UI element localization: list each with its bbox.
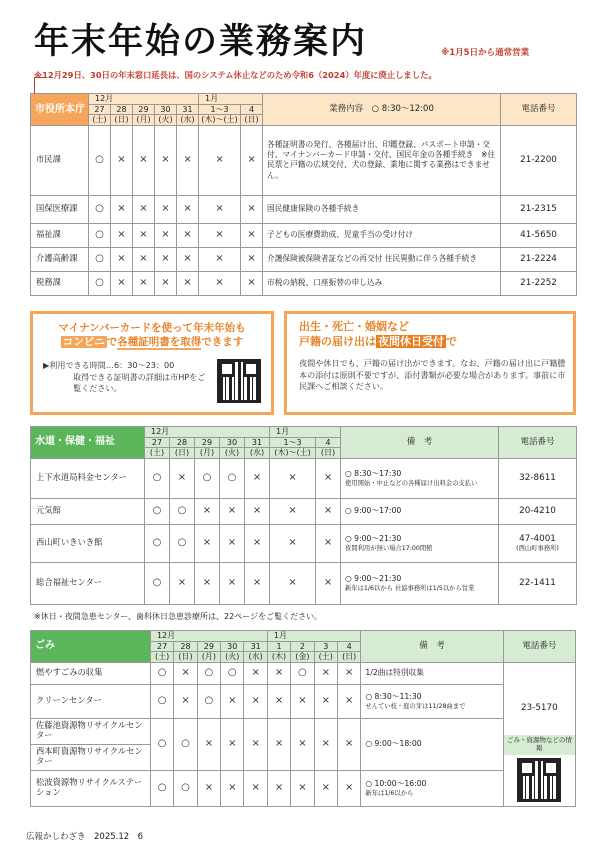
availability-mark: × [195, 562, 220, 604]
column-header-note: 備 考 [361, 631, 503, 663]
availability-mark: × [241, 195, 263, 223]
day-weekday: (土) [315, 651, 337, 662]
phone-number: 20-4210 [519, 506, 556, 516]
footer: 広報かしわざき 2025.12 6 [26, 832, 144, 842]
title-particle: で [106, 336, 118, 349]
availability-mark: × [133, 271, 155, 295]
availability-mark: × [245, 458, 270, 498]
availability-mark: × [195, 498, 220, 524]
availability-mark: × [133, 247, 155, 271]
table-row [31, 271, 577, 295]
availability-mark: × [174, 684, 197, 718]
table-row [31, 223, 577, 247]
note-cell [361, 662, 503, 684]
day-weekday: (土) [89, 114, 110, 125]
availability-mark: × [316, 458, 341, 498]
availability-mark: × [245, 524, 270, 562]
day-header [220, 437, 245, 458]
availability-mark: ○ [197, 662, 220, 684]
table-row [31, 524, 577, 562]
day-number: 29 [201, 437, 213, 447]
availability-mark: × [111, 271, 133, 295]
facility-name: 西山町いきいき館 [31, 524, 145, 562]
availability-mark: × [199, 195, 241, 223]
day-number: 2 [299, 641, 305, 651]
day-header [314, 641, 337, 662]
availability-mark: × [177, 125, 199, 195]
box-left-title [33, 321, 271, 349]
day-weekday: (日) [111, 114, 132, 125]
availability-mark: × [221, 718, 244, 770]
availability-mark: ○ [89, 125, 111, 195]
day-number: 28 [180, 641, 191, 651]
table-row [31, 195, 577, 223]
day-number: 1 [276, 641, 282, 651]
availability-mark: × [337, 718, 360, 770]
availability-mark: ○ [150, 662, 173, 684]
availability-mark: × [170, 458, 195, 498]
availability-mark: × [197, 770, 220, 806]
service-description: 子どもの医療費助成、児童手当の受け付け [263, 223, 501, 247]
note-cell [341, 498, 499, 524]
availability-mark: × [314, 684, 337, 718]
phone-number: 47-4001 [519, 534, 556, 545]
day-weekday: (日) [241, 114, 262, 125]
day-number: 29 [203, 641, 214, 651]
availability-mark: × [155, 195, 177, 223]
day-number: 31 [182, 104, 193, 114]
availability-mark: × [177, 247, 199, 271]
facility-name: 総合福祉センター [31, 562, 145, 604]
phone-number: 32-8611 [519, 473, 556, 483]
phone-number: 21-2200 [501, 125, 577, 195]
availability-mark: ○ [145, 562, 170, 604]
facility-name: 佐藤池資源物リサイクルセンター [31, 718, 151, 744]
facility-name: クリーンセンター [31, 684, 151, 718]
availability-mark: × [316, 498, 341, 524]
month-dec: 12月 [150, 631, 267, 642]
availability-mark: ○ [89, 271, 111, 295]
day-header [316, 437, 341, 458]
day-number: 1〜3 [283, 437, 302, 447]
note-cell [341, 524, 499, 562]
day-number: 4 [346, 641, 352, 651]
availability-mark: × [291, 770, 314, 806]
convenience-store-box [30, 311, 274, 415]
availability-mark: × [316, 562, 341, 604]
day-weekday: (火) [155, 114, 176, 125]
note-hours: ○ 9:00〜21:30 [345, 574, 402, 584]
month-jan: 1月 [267, 631, 361, 642]
availability-mark: × [199, 223, 241, 247]
availability-mark: × [244, 662, 267, 684]
availability-mark: × [316, 524, 341, 562]
day-weekday: (月) [198, 651, 220, 662]
note-hours: ○ 10:00〜16:00 [365, 779, 427, 789]
day-header [267, 641, 290, 662]
office-name: 福祉課 [31, 223, 89, 247]
footnote: ※休日・夜間急患センター、歯科休日急患診療所は、22ページをご覧ください。 [34, 612, 323, 621]
day-number: 31 [251, 437, 263, 447]
table-row [31, 562, 577, 604]
day-weekday: (水) [244, 651, 266, 662]
availability-mark: ○ [220, 458, 245, 498]
day-header [145, 437, 170, 458]
note-hours: 1/2曲は特別収集 [365, 668, 424, 678]
day-header [337, 641, 360, 662]
availability-mark: × [174, 662, 197, 684]
office-name: 市民課 [31, 125, 89, 195]
note-hours: ○ 9:00〜18:00 [365, 739, 422, 749]
day-weekday: (土) [145, 447, 169, 458]
day-header [221, 641, 244, 662]
availability-mark: ○ [89, 247, 111, 271]
garbage-table [30, 630, 576, 807]
availability-mark: × [195, 524, 220, 562]
day-weekday: (金) [291, 651, 313, 662]
day-header [195, 437, 220, 458]
box-right-title [287, 320, 573, 350]
availability-mark: ○ [150, 684, 173, 718]
availability-mark: ○ [145, 524, 170, 562]
availability-mark: × [197, 718, 220, 770]
column-header-note: 備 考 [341, 427, 499, 459]
table-row [31, 247, 577, 271]
availability-mark: × [155, 271, 177, 295]
availability-mark: × [111, 195, 133, 223]
day-header [170, 437, 195, 458]
availability-mark: ○ [150, 770, 173, 806]
table-row [31, 684, 576, 718]
availability-mark: × [241, 247, 263, 271]
availability-mark: × [177, 271, 199, 295]
availability-mark: ○ [174, 718, 197, 770]
month-jan: 1月 [199, 94, 263, 105]
note-sub: 使用開始・中止などの各種届け出料金の支払い [345, 479, 478, 487]
day-weekday: (月) [133, 114, 154, 125]
water-health-welfare-table [30, 426, 577, 605]
availability-mark: × [177, 223, 199, 247]
day-weekday: (火) [221, 651, 243, 662]
box-right-title-line1: 出生・死亡・婚姻など [299, 320, 409, 333]
availability-mark: × [220, 562, 245, 604]
day-number: 1〜3 [210, 104, 229, 114]
day-weekday: (木)〜(土) [199, 114, 240, 125]
availability-mark: × [133, 223, 155, 247]
availability-mark: × [244, 684, 267, 718]
availability-mark: × [199, 247, 241, 271]
day-number: 28 [176, 437, 188, 447]
table-row [31, 125, 577, 195]
box-right-title-line2: 戸籍の届け出は [299, 334, 376, 348]
phone-number: 21-2224 [501, 247, 577, 271]
day-weekday: (水) [177, 114, 198, 125]
availability-mark: × [133, 195, 155, 223]
day-weekday: (木) [268, 651, 290, 662]
availability-mark: × [244, 718, 267, 770]
availability-mark: ○ [174, 770, 197, 806]
service-description: 市税の納税、口座振替の申し込み [263, 271, 501, 295]
availability-mark: × [221, 770, 244, 806]
day-header [244, 641, 267, 662]
day-header [245, 437, 270, 458]
availability-mark: × [111, 125, 133, 195]
availability-mark: × [155, 247, 177, 271]
facility-name: 西本町資源物リサイクルセンター [31, 744, 151, 770]
availability-mark: × [267, 770, 290, 806]
note-cell [361, 770, 503, 806]
qr-code-icon[interactable] [217, 359, 261, 403]
availability-mark: × [314, 770, 337, 806]
day-weekday: (水) [245, 447, 269, 458]
availability-mark: ○ [291, 662, 314, 684]
note-cell [341, 458, 499, 498]
availability-mark: × [241, 223, 263, 247]
service-description: 国民健康保険の各種手続き [263, 195, 501, 223]
availability-mark: × [244, 770, 267, 806]
day-header [174, 641, 197, 662]
notice: ※12月29日、30日の年末窓口延長は、国のシステム休止などのため令和6（2024）年度に廃止しました。 [34, 70, 437, 80]
month-jan: 1月 [270, 427, 341, 438]
family-register-box [284, 311, 576, 415]
box-left-title-line1: マイナンバーカードを使って年末年始も [58, 322, 246, 334]
availability-mark: × [221, 684, 244, 718]
phone-cell [503, 662, 575, 806]
availability-mark: ○ [170, 498, 195, 524]
phone-cell [499, 562, 577, 604]
column-header-phone: 電話番号 [501, 94, 577, 126]
day-header [197, 641, 220, 662]
availability-mark: ○ [170, 524, 195, 562]
availability-mark: × [267, 718, 290, 770]
month-dec: 12月 [89, 94, 199, 105]
day-number: 29 [138, 104, 149, 114]
availability-mark: × [199, 125, 241, 195]
availability-mark: × [267, 662, 290, 684]
availability-mark: × [241, 125, 263, 195]
day-weekday: (土) [151, 651, 173, 662]
note-hours: ○ 8:30〜17:30 [345, 469, 402, 479]
day-header [89, 104, 111, 125]
availability-mark: × [199, 271, 241, 295]
availability-mark: × [291, 684, 314, 718]
page-title: 年末年始の業務案内 [34, 22, 368, 62]
day-header [177, 104, 199, 125]
facility-name: 燃やすごみの収集 [31, 662, 151, 684]
day-weekday: (月) [195, 447, 219, 458]
phone-number: 23-5170 [520, 702, 558, 713]
phone-number: 41-5650 [501, 223, 577, 247]
facility-name: 松波資源物リサイクルステーション [31, 770, 151, 806]
note-sub: 新年は1/6以から 社協事務所は1/5以から営業 [345, 584, 475, 592]
day-header-jan-range [199, 104, 241, 125]
day-weekday: (日) [316, 447, 340, 458]
table-row [31, 498, 577, 524]
availability-mark: × [245, 562, 270, 604]
day-header [291, 641, 314, 662]
availability-mark: ○ [195, 458, 220, 498]
column-header-phone: 電話番号 [499, 427, 577, 459]
availability-mark: × [267, 684, 290, 718]
phone-number: 22-1411 [519, 578, 556, 588]
availability-mark: ○ [145, 458, 170, 498]
day-number: 27 [157, 641, 168, 651]
day-number: 30 [226, 437, 238, 447]
day-number: 28 [116, 104, 127, 114]
availability-mark: ○ [197, 684, 220, 718]
box-right-body: 夜間や休日でも、戸籍の届け出ができます。なお、戸籍の届け出に戸籍謄本の添付は原則不要ですが、添付書類が必要な場合があります。事前に市民課へご相談ください。 [299, 358, 566, 392]
availability-mark: ○ [89, 195, 111, 223]
day-header [150, 641, 173, 662]
availability-mark: × [270, 458, 316, 498]
qr-code-icon[interactable] [517, 758, 561, 802]
availability-mark: ○ [150, 718, 173, 770]
title-tail: できます [201, 336, 244, 349]
day-number: 30 [160, 104, 171, 114]
availability-mark: × [270, 562, 316, 604]
note-sub: 新年は1/6以から [365, 789, 414, 797]
availability-mark: ○ [145, 498, 170, 524]
table-row [31, 770, 576, 806]
note-sub: せんてい枝・庭の芽は11/28曲まで [365, 702, 466, 710]
availability-mark: × [337, 684, 360, 718]
day-weekday: (日) [174, 651, 196, 662]
table-row [31, 662, 576, 684]
availability-mark: × [337, 662, 360, 684]
availability-mark: × [245, 498, 270, 524]
note-hours: ○ 8:30〜11:30 [365, 692, 422, 702]
category-label: ごみ [31, 631, 151, 663]
day-number: 31 [250, 641, 261, 651]
title-particle-right: で [446, 334, 457, 348]
month-dec: 12月 [145, 427, 270, 438]
day-number: 4 [248, 104, 255, 114]
note-cell [341, 562, 499, 604]
availability-mark: × [241, 271, 263, 295]
day-number: 27 [151, 437, 163, 447]
note-cell [361, 684, 503, 718]
service-description: 各種証明書の発行、各種届け出、印鑑登録、パスポート申請・交付、マイナンバーカード申請・交付、国民年金の各種手続き ※住民票と戸籍の広域交付、犬の登録、業地に関する業務はできません。 [263, 125, 501, 195]
availability-mark: × [177, 195, 199, 223]
highlight-certificate: 各種証明書を取得 [117, 336, 202, 349]
hours-text: ▶利用できる時間…6：30〜23：00 [43, 360, 175, 370]
day-header [111, 104, 133, 125]
availability-mark: × [291, 718, 314, 770]
day-number: 30 [227, 641, 238, 651]
availability-mark: × [314, 662, 337, 684]
title-note: ※1月5日から通常営業 [441, 48, 530, 58]
availability-mark: × [220, 498, 245, 524]
day-weekday: (火) [220, 447, 244, 458]
availability-mark: × [133, 125, 155, 195]
availability-mark: ○ [221, 662, 244, 684]
facility-name: 元気館 [31, 498, 145, 524]
facility-name: 上下水道局料金センター [31, 458, 145, 498]
availability-mark: × [220, 524, 245, 562]
column-header-desc: 業務内容 ○ 8:30〜12:00 [263, 94, 501, 126]
day-number: 27 [94, 104, 105, 114]
phone-sub: (西山町事務所) [516, 544, 559, 552]
details-text: 取得できる証明書の詳細は市HPをご覧ください。 [73, 371, 206, 394]
day-weekday: (日) [338, 651, 360, 662]
phone-cell [499, 458, 577, 498]
category-label: 市役所本庁 [31, 94, 89, 126]
availability-mark: × [270, 498, 316, 524]
availability-mark: × [337, 770, 360, 806]
highlight-convenience: コンビニ [62, 336, 105, 349]
availability-mark: × [111, 223, 133, 247]
availability-mark: × [270, 524, 316, 562]
day-header [155, 104, 177, 125]
qr-label: ごみ・資源物などの情報 [504, 735, 575, 755]
office-name: 国保医療課 [31, 195, 89, 223]
phone-number: 21-2252 [501, 271, 577, 295]
day-weekday: (日) [170, 447, 194, 458]
availability-mark: × [155, 223, 177, 247]
day-number: 3 [323, 641, 329, 651]
availability-mark: × [170, 562, 195, 604]
city-hall-table [30, 93, 577, 296]
column-header-phone: 電話番号 [503, 631, 575, 663]
day-number: 4 [325, 437, 331, 447]
phone-cell [499, 524, 577, 562]
phone-number: 21-2315 [501, 195, 577, 223]
phone-cell [499, 498, 577, 524]
note-cell [361, 718, 503, 770]
availability-mark: × [111, 247, 133, 271]
note-hours: ○ 9:00〜17:00 [345, 506, 402, 516]
service-description: 介護保険被保険者証などの再交付 住民異動に伴う各種手続き [263, 247, 501, 271]
office-name: 介護高齢課 [31, 247, 89, 271]
availability-mark: × [155, 125, 177, 195]
day-header-jan-range [270, 437, 316, 458]
office-name: 税務課 [31, 271, 89, 295]
availability-mark: × [314, 718, 337, 770]
note-sub: 夜間利用が無い場合17:00閉館 [345, 544, 433, 552]
category-label: 水道・保健・福祉 [31, 427, 145, 459]
availability-mark: ○ [89, 223, 111, 247]
highlight-night-holiday: 夜間休日受付 [378, 334, 444, 348]
note-hours: ○ 9:00〜21:30 [345, 534, 402, 544]
day-header [241, 104, 263, 125]
table-row [31, 718, 576, 744]
day-weekday: (木)〜(土) [270, 447, 315, 458]
day-header [133, 104, 155, 125]
table-row [31, 458, 577, 498]
